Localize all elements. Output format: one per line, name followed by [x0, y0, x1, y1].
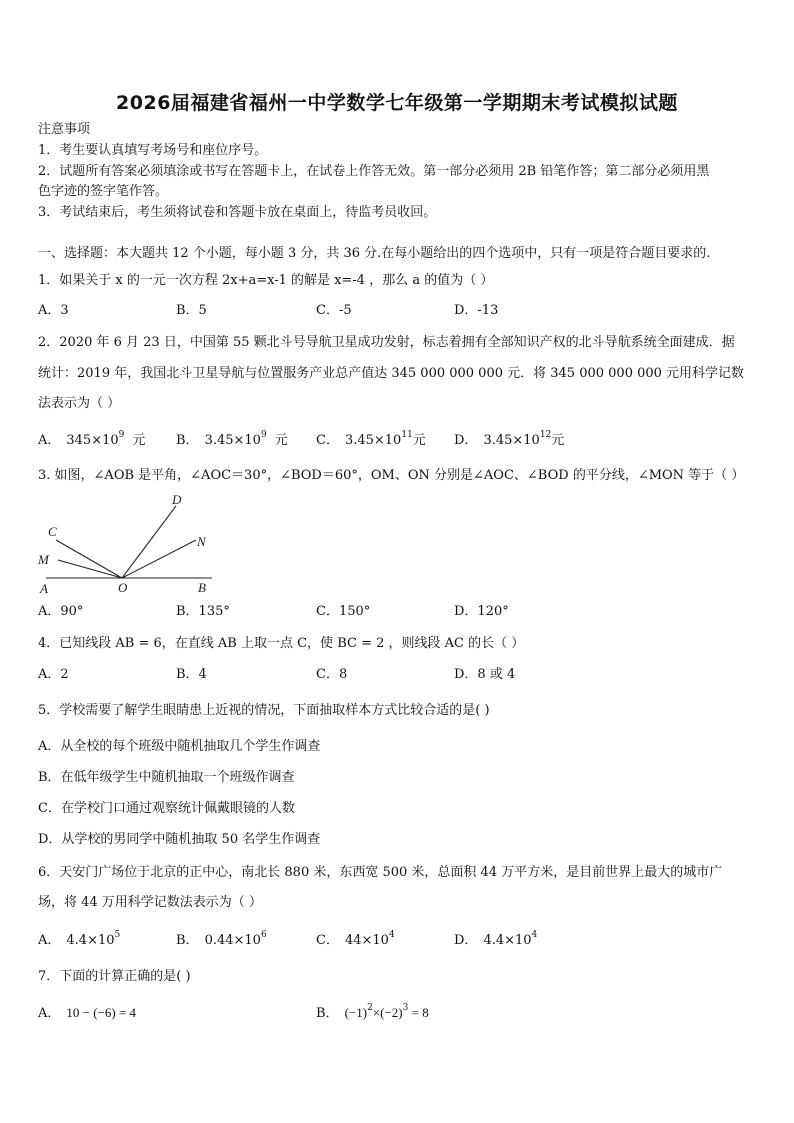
- q2-option-d-exp: 12: [539, 430, 552, 440]
- q6-option-d: [454, 932, 537, 950]
- q2-option-c-base: 3.45×10: [344, 433, 402, 448]
- question-1-stem: 1．如果关于 x 的一元一次方程 2x+a=x-1 的解是 x=-4 ，那么 a 的值为（ ）: [38, 273, 494, 288]
- q5-option-a: A．从全校的每个班级中随机抽取几个学生作调查: [38, 739, 321, 754]
- section-heading: 一、选择题：本大题共 12 个小题，每小题 3 分，共 36 分.在每小题给出的四个选项中，只有一项是符合题目要求的.: [38, 246, 711, 261]
- q2-option-a-unit: 元: [132, 433, 146, 448]
- q2-option-a-base: 345×10: [66, 433, 119, 448]
- notice-item-2: 2．试题所有答案必须填涂或书写在答题卡上，在试卷上作答无效。第一部分必须用 2B 铅笔作答；第二部分必须用黑: [38, 164, 710, 179]
- notice-heading: 注意事项: [38, 122, 91, 137]
- q2-option-b: [176, 432, 288, 450]
- q7-option-b-label: B．: [316, 1006, 339, 1021]
- question-3-stem: 3. 如图，∠AOB 是平角，∠AOC＝30°，∠BOD＝60°，OM、ON 分别是∠AOC、∠BOD 的平分线，∠MON 等于（ ）: [38, 468, 745, 483]
- q1-option-d: D．-13: [454, 303, 499, 318]
- q6-option-a-label: A．: [38, 933, 61, 948]
- label-c: C: [48, 524, 57, 539]
- q4-option-b: B．4: [176, 667, 207, 682]
- q1-option-c: C．-5: [316, 303, 352, 318]
- q7-option-a-label: A．: [38, 1006, 61, 1021]
- q1-option-a: A．3: [38, 303, 69, 318]
- q6-option-c-exp: 4: [388, 930, 395, 940]
- question-6-line-1: 6．天安门广场位于北京的正中心，南北长 880 米，东西宽 500 米，总面积 44 万平方米，是目前世界上最大的城市广: [38, 865, 723, 880]
- question-5-stem: 5．学校需要了解学生眼睛患上近视的情况，下面抽取样本方式比较合适的是( ): [38, 703, 490, 718]
- question-2-line-2: 统计：2019 年，我国北斗卫星导航与位置服务产业总产值达 345 000 000 000 元．将 345 000 000 000 元用科学记数: [38, 366, 745, 381]
- angle-diagram: [34, 490, 234, 598]
- question-4-stem: 4．已知线段 AB = 6，在直线 AB 上取一点 C，使 BC = 2 ，则线段 AC 的长（ ）: [38, 636, 525, 651]
- notice-item-2-cont: 色字迹的签字笔作答。: [38, 184, 169, 199]
- q6-option-b-exp: 6: [260, 930, 267, 940]
- question-2-line-3: 法表示为（ ）: [38, 396, 121, 411]
- q2-option-a-exp: 9: [118, 430, 125, 440]
- q5-option-b: B．在低年级学生中随机抽取一个班级作调查: [38, 770, 295, 785]
- q2-option-a-label: A．: [38, 433, 61, 448]
- q2-option-b-label: B．: [176, 433, 199, 448]
- label-n: N: [197, 534, 206, 549]
- label-m: M: [38, 552, 49, 567]
- q2-option-b-base: 3.45×10: [204, 433, 261, 448]
- ray-od: [122, 506, 176, 578]
- q2-option-c-label: C．: [316, 433, 339, 448]
- q4-option-c: C．8: [316, 667, 348, 682]
- label-a: A: [40, 581, 48, 596]
- q2-option-d-unit: 元: [551, 433, 565, 448]
- ray-on: [122, 540, 196, 578]
- q4-option-d: D．8 或 4: [454, 667, 516, 682]
- q3-option-c: C．150°: [316, 604, 371, 619]
- label-d: D: [172, 492, 182, 507]
- q6-option-d-base: 4.4×10: [483, 933, 532, 948]
- ray-om: [58, 560, 122, 578]
- ray-oc: [56, 540, 122, 578]
- q3-option-d: D．120°: [454, 604, 509, 619]
- q7-option-b-pre: (−1): [344, 1005, 368, 1020]
- q5-option-d: D．从学校的男同学中随机抽取 50 名学生作调查: [38, 832, 321, 847]
- q6-option-b-base: 0.44×10: [204, 933, 261, 948]
- notice-item-3: 3．考试结束后，考生须将试卷和答题卡放在桌面上，待监考员收回。: [38, 205, 437, 220]
- q3-option-a: A．90°: [38, 604, 84, 619]
- q7-option-b-exp2: 3: [402, 1003, 409, 1013]
- q7-option-a-expr: 10 − (−6) = 4: [66, 1005, 137, 1020]
- label-b: B: [198, 580, 206, 595]
- q7-option-b: [316, 1004, 429, 1023]
- q6-option-c: [316, 932, 395, 950]
- q7-option-b-exp1: 2: [367, 1003, 373, 1013]
- q3-option-b: B．135°: [176, 604, 230, 619]
- q6-option-c-base: 44×10: [344, 933, 389, 948]
- notice-item-1: 1．考生要认真填写考场号和座位序号。: [38, 143, 268, 158]
- q7-option-a: [38, 1004, 136, 1023]
- q2-option-d: [454, 432, 564, 450]
- q2-option-b-exp: 9: [260, 430, 267, 440]
- q6-option-a: [38, 932, 120, 950]
- q2-option-d-label: D．: [454, 433, 478, 448]
- q6-option-b-label: B．: [176, 933, 199, 948]
- q2-option-c-unit: 元: [412, 433, 426, 448]
- q6-option-d-label: D．: [454, 933, 478, 948]
- q7-option-b-mid: ×(−2): [372, 1005, 403, 1020]
- q4-option-a: A．2: [38, 667, 69, 682]
- q6-option-a-exp: 5: [114, 930, 121, 940]
- q6-option-a-base: 4.4×10: [66, 933, 115, 948]
- question-7-stem: 7．下面的计算正确的是( ): [38, 969, 191, 984]
- question-2-line-1: 2．2020 年 6 月 23 日，中国第 55 颗北斗号导航卫星成功发射，标志着拥有全部知识产权的北斗导航系统全面建成．据: [38, 335, 735, 350]
- q6-option-c-label: C．: [316, 933, 339, 948]
- q6-option-b: [176, 932, 267, 950]
- label-o: O: [118, 580, 128, 595]
- q2-option-a: [38, 432, 145, 450]
- q7-option-b-post: = 8: [408, 1005, 429, 1020]
- q2-option-b-unit: 元: [274, 433, 288, 448]
- q2-option-c-exp: 11: [401, 430, 413, 440]
- page-title: 2026届福建省福州一中学数学七年级第一学期期末考试模拟试题: [116, 92, 678, 114]
- q6-option-d-exp: 4: [531, 930, 538, 940]
- question-6-line-2: 场，将 44 万用科学记数法表示为（ ）: [38, 895, 262, 910]
- q5-option-c: C．在学校门口通过观察统计佩戴眼镜的人数: [38, 801, 295, 816]
- q1-option-b: B．5: [176, 303, 207, 318]
- q2-option-c: [316, 432, 426, 450]
- q2-option-d-base: 3.45×10: [483, 433, 540, 448]
